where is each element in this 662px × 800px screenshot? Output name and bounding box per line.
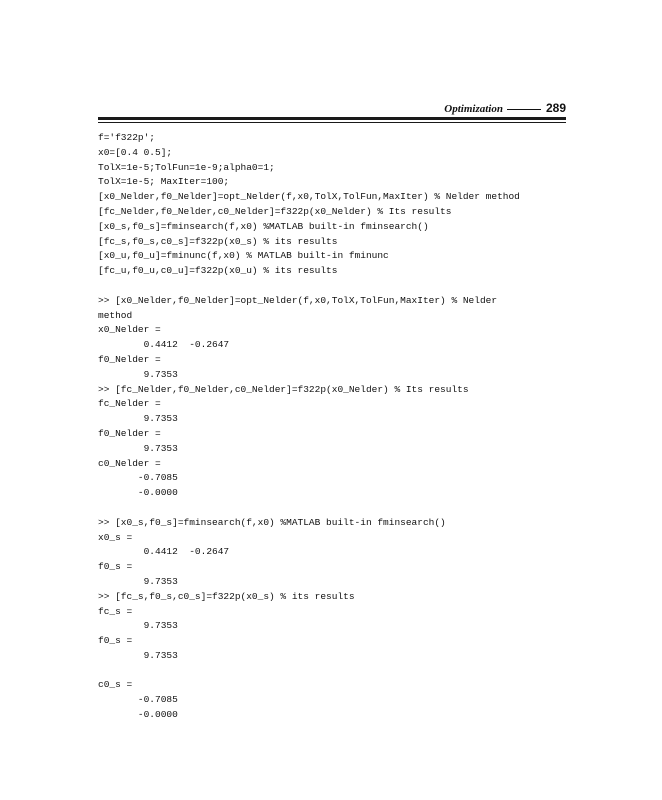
code-line: [x0_s,f0_s]=fminsearch(f,x0) %MATLAB built-in fminsearch() [98,220,429,232]
code-line: method [98,309,133,321]
code-line: -0.0000 [98,709,178,721]
code-line: >> [fc_s,f0_s,c0_s]=f322p(x0_s) % its results [98,590,355,602]
code-line: 9.7353 [98,620,178,632]
header-dash [507,109,541,110]
code-line [98,501,566,516]
code-line: f0_Nelder = [98,427,161,439]
code-line: -0.0000 [98,487,178,499]
code-line [98,279,566,294]
code-line: [x0_Nelder,f0_Nelder]=opt_Nelder(f,x0,TolX,TolFun,MaxIter) % Nelder method [98,191,520,203]
code-line: 0.4412 -0.2647 [98,339,230,351]
code-line: [x0_u,f0_u]=fminunc(f,x0) % MATLAB built-in fminunc [98,250,389,262]
code-line: x0_Nelder = [98,324,161,336]
code-line: >> [x0_Nelder,f0_Nelder]=opt_Nelder(f,x0,TolX,TolFun,MaxIter) % Nelder [98,294,498,306]
code-line: 9.7353 [98,575,178,587]
code-line: fc_Nelder = [98,398,161,410]
page-number: 289 [545,101,566,115]
code-line: -0.7085 [98,694,178,706]
code-line: >> [fc_Nelder,f0_Nelder,c0_Nelder]=f322p(x0_Nelder) % Its results [98,383,469,395]
code-line: f0_s = [98,635,133,647]
code-line: c0_Nelder = [98,457,161,469]
code-line: x0_s = [98,531,133,543]
code-line: fc_s = [98,605,133,617]
code-line: f0_s = [98,561,133,573]
section-title: Optimization [444,103,503,115]
code-line: [fc_u,f0_u,c0_u]=f322p(x0_u) % its results [98,265,338,277]
header-rule-thin [98,122,566,123]
code-line: 9.7353 [98,649,178,661]
code-line: [fc_s,f0_s,c0_s]=f322p(x0_s) % its results [98,235,338,247]
code-line: [fc_Nelder,f0_Nelder,c0_Nelder]=f322p(x0_Nelder) % Its results [98,205,452,217]
code-line: 0.4412 -0.2647 [98,546,230,558]
header-rule-thick [98,117,566,120]
running-header [98,100,566,116]
code-line: TolX=1e-5; MaxIter=100; [98,176,230,188]
code-line: 9.7353 [98,368,178,380]
code-listing [98,131,566,723]
code-line: x0=[0.4 0.5]; [98,146,173,158]
code-line: 9.7353 [98,413,178,425]
code-line: >> [x0_s,f0_s]=fminsearch(f,x0) %MATLAB built-in fminsearch() [98,516,446,528]
code-line: f='f322p'; [98,132,156,143]
code-line: -0.7085 [98,472,178,484]
code-line: c0_s = [98,679,133,691]
code-line: 9.7353 [98,442,178,454]
code-line: f0_Nelder = [98,353,161,365]
code-line: TolX=1e-5;TolFun=1e-9;alpha0=1; [98,161,275,173]
code-line [98,664,566,679]
